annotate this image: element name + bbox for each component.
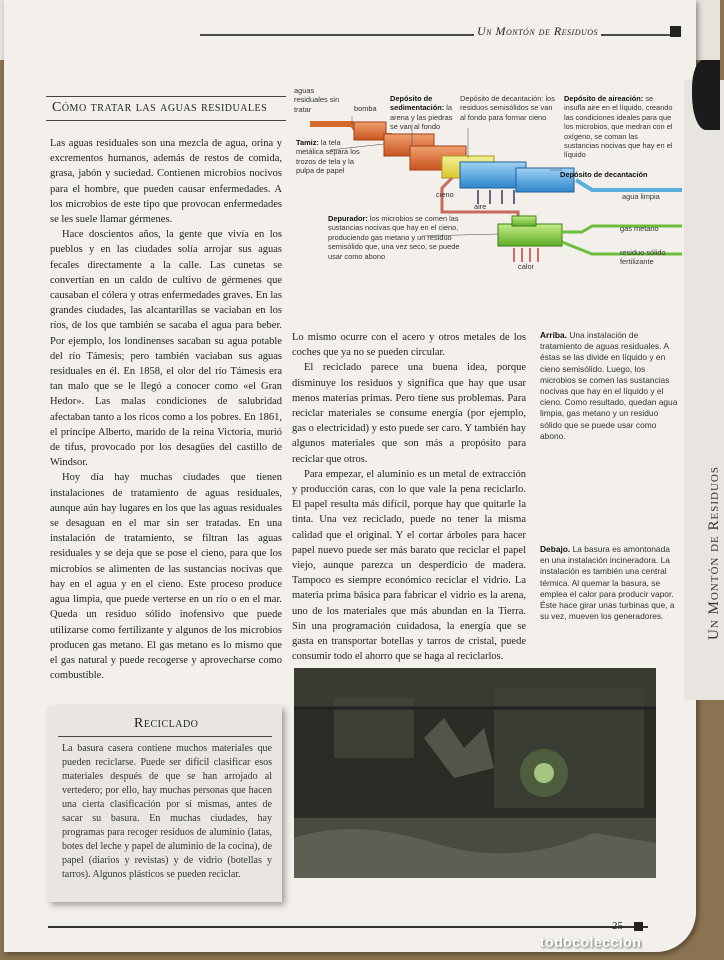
label-aire: aire [474,202,487,211]
caption-arriba: Arriba. Una instalación de tratamiento de aguas residuales. A éstas se las divide en líquido y en cieno semisólido. Luego, los microbios se comen las sustancias nocivas que hay en el líquido y el cieno. Como resultado, quedan agua limpia, gas metano y un residuo sólido que se puede usar como abono. [540,330,678,441]
incinerator-photo-drawing [294,668,656,878]
incinerator-photo [294,668,656,878]
label-sedimentacion: Depósito de sedimentación: la arena y las piedras se van al fondo [390,94,453,132]
header-rule [200,34,672,36]
label-gas-metano: gas metano [620,224,659,233]
clean-water-pipe [576,180,682,190]
section-title-aguas: Cómo tratar las aguas residuales [52,100,268,115]
section-rule-top [46,96,286,97]
footer-rule [48,926,648,928]
middle-column-body [292,330,526,664]
section-rule [58,736,272,737]
reciclado-box [48,706,282,902]
section-title-reciclado: Reciclado [134,716,199,731]
paragraph: Hace doscientos años, la gente que vivía en los pueblos y en las ciudades solía arrojar sus aguas fecales directamente a la calle. Las cunetas se convertían en un caldo de cultivo de gérmenes que causaban el cólera y otras enfermedades graves. En las grandes ciudades, las alcantarillas se vaciaban en los ríos, de los que también se sacaba el agua para beber. Por ejemplo, los londinenses sacaban su agua potable del río Támesis; pero también vaciaban sus aguas residuales en él. En 1858, el olor del río Támesis era tan malo que se le llegó a conocer como «el Gran Hedor». Las malas condiciones de salubridad afectaban tanto a los ricos como a los pobres. En 1861, el príncipe Alberto, marido de la reina Victoria, murió de tifus, provocado por los desagües del castillo de Windsor. [50,229,282,469]
label-depurador: Depurador: los microbios se comen las sustancias nocivas que hay en el cieno, produciendo gas metano y un residuo semisólido que, una vez seco, se puede usar como abono [328,214,460,261]
paragraph: El reciclado parece una buena idea, porque disminuye los residuos y significa que hay que usar menos materias primas. Pero tiene sus problemas. Para reciclar materiales se consume energía (por ejemplo, gas o electricidad) y esto puede ser caro. Y también hay algunos materiales que son más a propósito para reciclar que otros. [292,362,526,465]
section-aguas-body [50,136,282,683]
book-page [4,0,722,952]
heat-arrows [514,248,538,262]
paragraph: Para empezar, el aluminio es un metal de extracción y producción caras, con lo que vale la pena reciclarlo. El papel resulta más difícil, porque hay que quitarle la tinta. Una vez reciclado, puede no tener la misma calidad que el original. Y el cortar árboles para hacer papel nuevo puede ser más barato que reciclar el papel viejo, aunque parezca un desperdicio de madera. Tampoco es siempre económico reciclar el vidrio. La materia prima básica para fabricar el vidrio es la arena, uno de los materiales que más abundan en la Tierra. Sin una programación cuidadosa, la energía que se gasta en transportar botellas y tarros de cristal, puede consumir todo el ahorro que se haga al reciclarlos. [292,468,526,663]
label-decantacion: Depósito de decantación: los residuos semisólidos se van al fondo para formar cieno [460,94,555,122]
header-square-mark [670,26,681,37]
label-tamiz: Tamiz: la tela metálica separa los trozos de tela y la pulpa de papel [296,138,360,176]
label-aguas: aguas residuales sin tratar [294,86,340,114]
dark-mark [692,60,720,130]
paragraph: La basura casera contiene muchos materiales que pueden reciclarse. Puede ser difícil clasificar esos materiales después de que se han arrojado al vertedero; por ello, hay muchas personas que hacen una cierta clasificación por sí mismas, antes de sacar su basura. En muchas ciudades, hay programas para recoger residuos de aluminio (latas, botes del leche y papel de aluminio de la cocina), de papel (diarios y revistas) y de vidrio (botellas y tarros). Algunos plásticos se pueden reciclar. [62,743,272,880]
caption-debajo: Debajo. La basura es amontonada en una instalación incineradora. La instalación es también una central térmica. Al quemar la basura, se emplea el calor para producir vapor. Éste hace girar unas turbinas que, a su vez, mueven los generadores. [540,544,675,622]
label-bomba: bomba [354,104,377,113]
side-tab-label: Un Montón de Residuos [706,466,722,640]
running-header: Un Montón de Residuos [474,24,601,39]
digester-tank [498,224,562,246]
paragraph: Lo mismo ocurre con el acero y otros metales de los coches que ya no se pueden circular. [292,332,526,359]
label-agua-limpia: agua limpia [622,192,660,201]
label-cieno: cieno [436,190,454,199]
label-residuo: residuo sólido fertilizante [620,248,666,267]
footer-square-mark [634,922,643,931]
reciclado-body [62,742,272,882]
page-number: 25 [612,920,623,932]
label-aireacion: Depósito de aireación: se insufla aire en el líquido, creando las condiciones ideales para que los microbios, que medran con el oxígeno, se coman las sustancias nocivas que hay en el líquido [564,94,673,160]
section-rule-bottom [46,120,286,121]
label-decantacion-2: Depósito de decantación [560,170,648,179]
paragraph: Hoy día hay muchas ciudades que tienen instalaciones de tratamiento de aguas residuales, aunque aún hay lugares en los que las aguas residuales se desaguan en el mar sin ser tratadas. En una instalación de tratamiento, se filtran las aguas residuales y se deja que se pose el cieno, para que los microbios se alimenten de las sustancias nocivas que hay en el agua y en el cieno. Este proceso produce agua limpia, que puede verterse en un río o en el mar. Queda un residuo sólido inofensivo que puede utilizarse como fertilizante y algunos de los microbios producen gas metano. El gas metano es lo mismo que el gas natural y puede recogerse y aprovecharse como combustible. [50,472,282,682]
label-calor: calor [518,262,535,271]
paragraph: Las aguas residuales son una mezcla de agua, orina y excrementos humanos, además de restos de comida, grasa, jabón y suciedad. Contienen microbios nocivos para el hombre, que pueden causar enfermedades. A los microbios de este tipo que provocan enfermedades se les suele llamar gérmenes. [50,138,282,226]
watermark: todocoleccion [540,934,642,950]
sewage-treatment-diagram [292,84,682,294]
